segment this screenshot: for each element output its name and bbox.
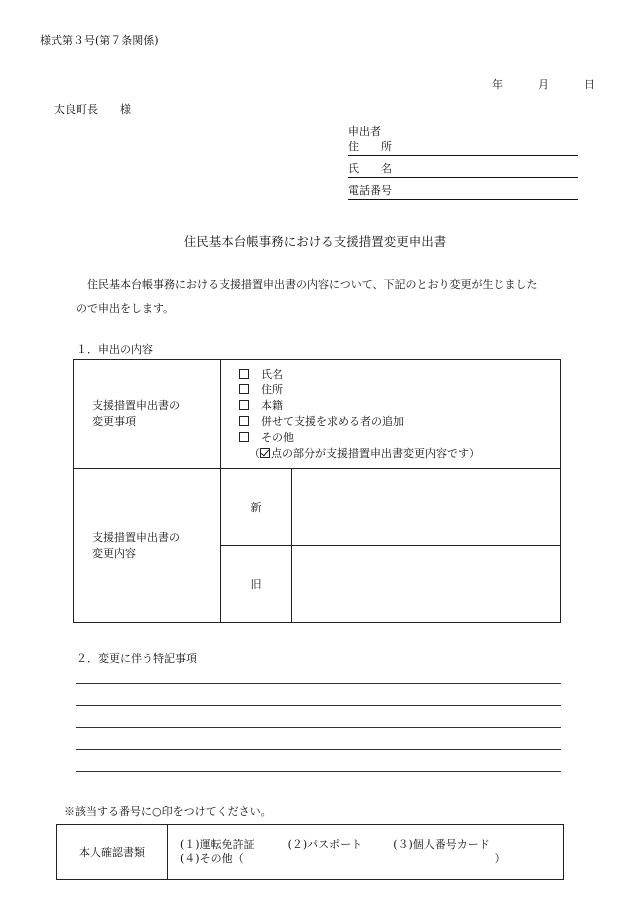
remarks-line[interactable] [76, 683, 561, 684]
checked-box-icon [260, 448, 270, 458]
section1-heading: １．申出の内容 [76, 343, 153, 356]
application-table [73, 359, 561, 623]
body-line-2: ので申出をします。 [76, 302, 175, 315]
checkbox-icon[interactable] [239, 416, 249, 426]
change-content-label: 支援措置申出書の 変更内容 [74, 469, 221, 623]
option-honseki[interactable]: 本籍 [239, 398, 560, 414]
address-label: 住 所 [348, 140, 392, 153]
id-documents-label: 本人確認書類 [57, 825, 168, 880]
option-additional-person[interactable]: 併せて支援を求める者の追加 [239, 414, 560, 430]
name-label: 氏 名 [348, 162, 392, 175]
phone-field[interactable] [348, 183, 578, 200]
id-option-other[interactable]: (４)その他（ [180, 852, 244, 865]
remarks-line[interactable] [76, 749, 561, 750]
checkbox-icon[interactable] [239, 432, 249, 442]
id-option-other-close: ） [494, 852, 506, 865]
page-title: 住民基本台帳事務における支援措置変更申出書 [183, 234, 447, 249]
applicant-label: 申出者 [348, 125, 381, 138]
section2-heading: ２．変更に伴う特記事項 [76, 652, 197, 665]
id-option-passport[interactable]: (２)パスポート [287, 838, 363, 851]
date-month: 月 [538, 78, 549, 91]
old-label: 旧 [221, 546, 292, 623]
date-day: 日 [584, 78, 595, 91]
name-field[interactable] [348, 161, 578, 178]
date-line [492, 76, 595, 92]
body-text [76, 273, 576, 321]
checkbox-icon[interactable] [239, 400, 249, 410]
id-documents-options [168, 825, 564, 880]
id-option-license[interactable]: (１)運転免許証 [180, 838, 255, 851]
option-other[interactable]: その他 [239, 430, 560, 446]
remarks-line[interactable] [76, 727, 561, 728]
body-line-1: 住民基本台帳事務における支援措置申出書の内容について、下記のとおり変更が生じました [87, 278, 538, 291]
change-items-label: 支援措置申出書の 変更事項 [74, 360, 221, 469]
phone-label: 電話番号 [348, 184, 392, 197]
date-year: 年 [492, 78, 503, 91]
checkbox-icon[interactable] [239, 384, 249, 394]
id-documents-table [56, 824, 564, 880]
old-content-field[interactable] [292, 546, 561, 623]
checkbox-icon[interactable] [239, 369, 249, 379]
id-option-mynumber[interactable]: (３)個人番号カード [393, 838, 490, 851]
addressee: 太良町長 様 [54, 103, 131, 116]
address-field[interactable] [348, 139, 578, 156]
form-number: 様式第３号(第７条関係) [40, 34, 159, 47]
checklist-note: （ 点の部分が支援措置申出書変更内容です） [249, 446, 480, 460]
remarks-line[interactable] [76, 771, 561, 772]
new-content-field[interactable] [292, 469, 561, 546]
remarks-line[interactable] [76, 705, 561, 706]
new-label: 新 [221, 469, 292, 546]
option-address[interactable]: 住所 [239, 382, 560, 398]
option-name[interactable]: 氏名 [239, 367, 560, 383]
change-items-checklist [221, 360, 561, 469]
instruction-text: ※該当する番号に○印をつけてください。 [64, 805, 272, 818]
